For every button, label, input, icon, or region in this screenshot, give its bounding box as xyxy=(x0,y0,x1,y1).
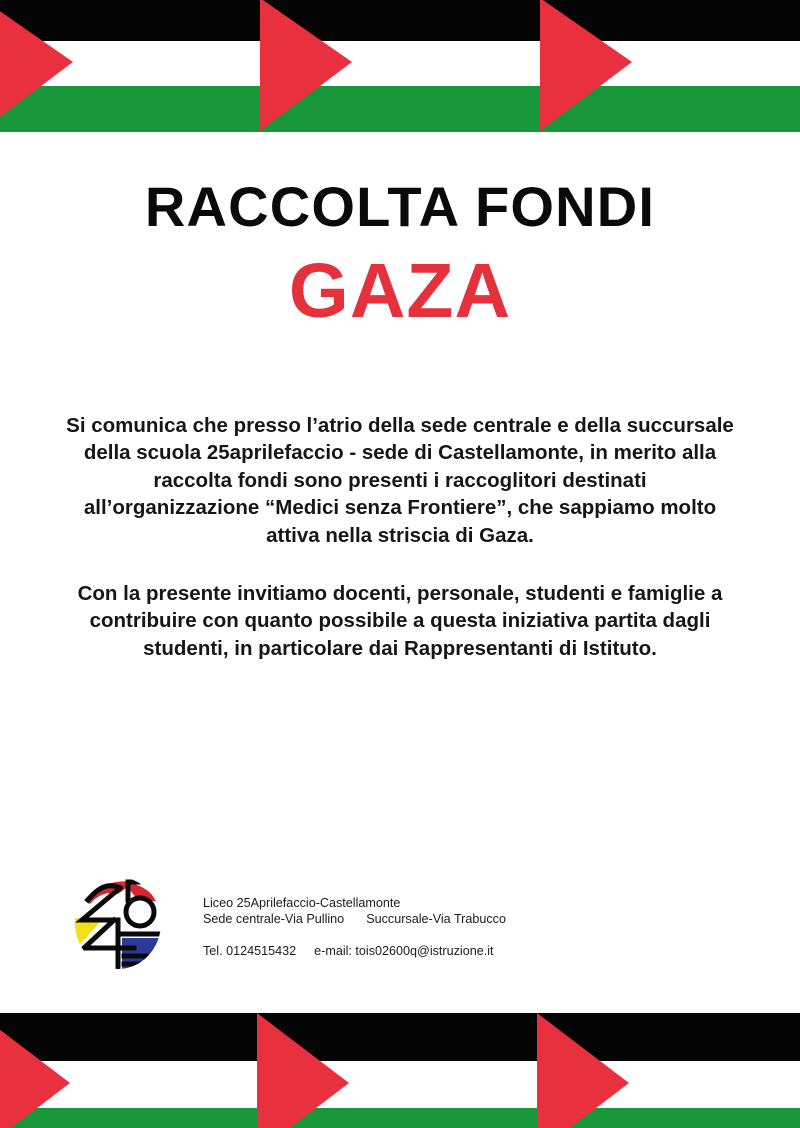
email-address: e-mail: tois02600q@istruzione.it xyxy=(314,944,494,958)
palestine-flag-icon xyxy=(0,1013,800,1128)
announcement-paragraph xyxy=(0,412,800,549)
succursale-address: Succursale-Via Trabucco xyxy=(366,912,506,926)
invitation-paragraph xyxy=(0,580,800,662)
paragraph-line: attiva nella striscia di Gaza. xyxy=(266,523,534,547)
contacts-row xyxy=(203,943,506,959)
page-title: RACCOLTA FONDI xyxy=(144,175,656,238)
addresses-row xyxy=(203,911,506,927)
school-name: Liceo 25Aprilefaccio-Castellamonte xyxy=(203,896,401,910)
palestine-flag-icon xyxy=(0,0,800,132)
paragraph-line: studenti, in particolare dai Rappresentanti di Istituto. xyxy=(143,636,657,660)
contact-info xyxy=(203,895,506,959)
paragraph-line: Con la presente invitiamo docenti, personale, studenti e famiglie a xyxy=(77,582,723,605)
paragraph-line: all’organizzazione “Medici senza Frontiere”, che sappiamo molto xyxy=(83,496,717,520)
phone-number: Tel. 0124515432 xyxy=(203,944,297,958)
top-flag-band xyxy=(0,0,800,132)
school-logo xyxy=(74,876,162,970)
paragraph-line: Si comunica che presso l’atrio della sede centrale e della succursale xyxy=(66,414,734,437)
page-subtitle: GAZA xyxy=(288,248,512,334)
bottom-flag-band xyxy=(0,1013,800,1128)
paragraph-line: contribuire con quanto possibile a questa iniziativa partita dagli xyxy=(89,609,711,633)
school-logo-icon xyxy=(74,876,162,970)
sede-centrale-address: Sede centrale-Via Pullino xyxy=(203,912,345,926)
paragraph-line: della scuola 25aprilefaccio - sede di Castellamonte, in merito alla xyxy=(83,441,717,465)
paragraph-line: raccolta fondi sono presenti i raccoglitori destinati xyxy=(153,468,647,492)
